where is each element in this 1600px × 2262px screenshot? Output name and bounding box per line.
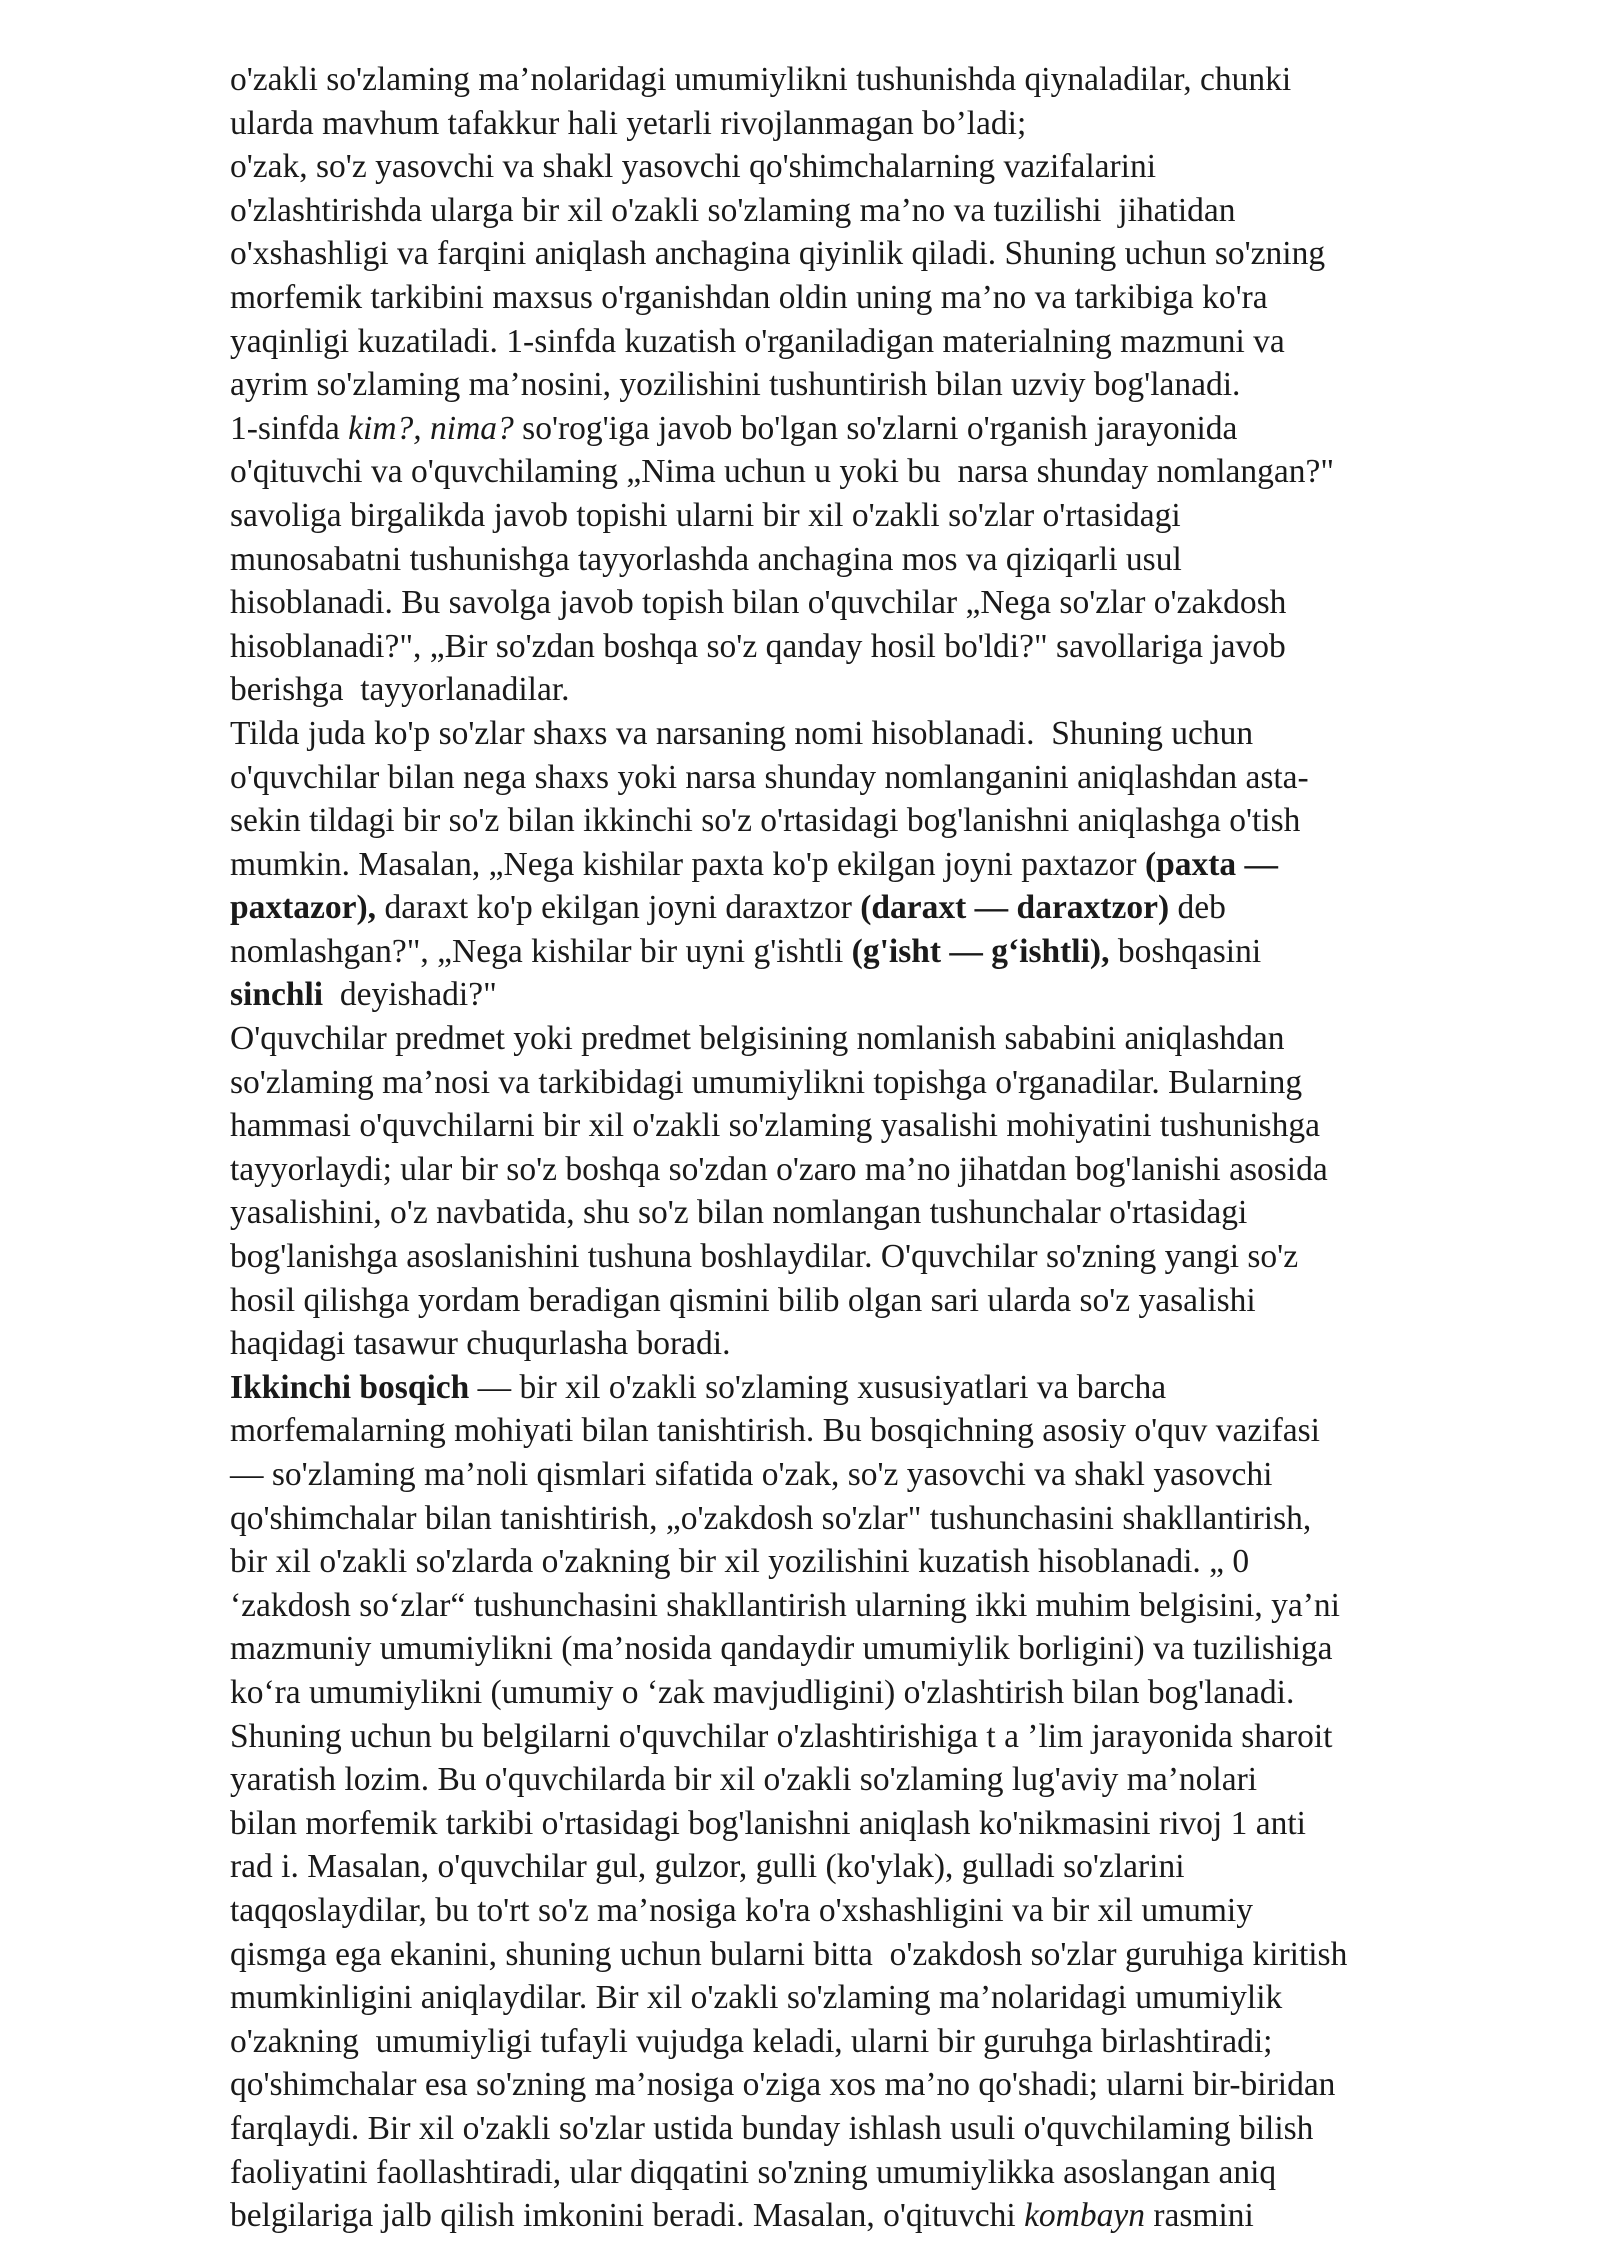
text-span: Shuning uchun bu belgilarni o'quvchilar o'zlashtirishiga t a ’lim jarayonida sharoit	[230, 1717, 1333, 1755]
text-span: yaratish lozim. Bu o'quvchilarda bir xil o'zakli so'zlaming lug'aviy ma’nolari	[230, 1761, 1258, 1799]
text-span: bilan morfemik tarkibi o'rtasidagi bog'lanishni aniqlash ko'nikmasini rivoj 1 anti	[230, 1804, 1306, 1842]
text-line	[230, 102, 1510, 146]
text-span: hosil qilishga yordam beradigan qismini bilib olgan sari ularda so'z yasalishi	[230, 1281, 1256, 1319]
text-span: morfemik tarkibini maxsus o'rganishdan oldin uning ma’no va tarkibiga ko'ra	[230, 278, 1268, 316]
text-span: bir xil o'zakli so'zlarda o'zakning bir xil yozilishini kuzatish hisoblanadi. „ 0	[230, 1543, 1250, 1581]
text-span: berishga tayyorlanadilar.	[230, 671, 570, 709]
text-line	[230, 494, 1510, 538]
text-span: rad i. Masalan, o'quvchilar gul, gulzor, gulli (ko'ylak), gulladi so'zlarini	[230, 1848, 1185, 1886]
text-span: o'xshashligi va farqini aniqlash anchagina qiyinlik qiladi. Shuning uchun so'zning	[230, 235, 1326, 273]
text-line	[230, 625, 1510, 669]
text-line	[230, 1802, 1510, 1846]
bold-text: Ikkinchi bosqich	[230, 1368, 470, 1406]
text-line	[230, 1715, 1510, 1759]
bold-text: (daraxt — daraxtzor)	[860, 889, 1170, 927]
text-span: tayyorlaydi; ular bir so'z boshqa so'zdan o'zaro ma’no jihatdan bog'lanishi asosida	[230, 1150, 1328, 1188]
text-line	[230, 886, 1510, 930]
text-span: rasmini	[1145, 2197, 1254, 2235]
text-span: haqidagi tasawur chuqurlasha boradi.	[230, 1325, 731, 1363]
text-span: so'zlaming ma’nosi va tarkibidagi umumiylikni topishga o'rganadilar. Bularning	[230, 1063, 1303, 1101]
text-line	[230, 581, 1510, 625]
text-line	[230, 145, 1510, 189]
text-span: Tilda juda ko'p so'zlar shaxs va narsaning nomi hisoblanadi. Shuning uchun	[230, 714, 1254, 752]
bold-text: (g'isht — g‘ishtli),	[851, 932, 1110, 970]
text-span: deb	[1169, 889, 1226, 927]
text-line	[230, 930, 1510, 974]
text-span: qismga ega ekanini, shuning uchun bularni bitta o'zakdosh so'zlar guruhiga kiritish	[230, 1935, 1348, 1973]
text-span: deyishadi?"	[323, 976, 497, 1014]
text-span: munosabatni tushunishga tayyorlashda anchagina mos va qiziqarli usul	[230, 540, 1182, 578]
text-span: o'zak, so'z yasovchi va shakl yasovchi qo'shimchalarning vazifalarini	[230, 148, 1157, 186]
text-line	[230, 1758, 1510, 1802]
text-span: yasalishini, o'z navbatida, shu so'z bilan nomlangan tushunchalar o'rtasidagi	[230, 1194, 1248, 1232]
text-line	[230, 2194, 1510, 2238]
text-line	[230, 712, 1510, 756]
text-span: mumkin. Masalan, „Nega kishilar paxta ko'p ekilgan joyni paxtazor	[230, 845, 1145, 883]
italic-text: kim?, nima?	[348, 409, 514, 447]
text-line	[230, 189, 1510, 233]
bold-text: sinchli	[230, 976, 324, 1014]
text-span: ayrim so'zlaming ma’nosini, yozilishini tushuntirish bilan uzviy bog'lanadi.	[230, 366, 1241, 404]
text-line	[230, 1366, 1510, 1410]
text-span: yaqinligi kuzatiladi. 1-sinfda kuzatish o'rganiladigan materialning mazmuni va	[230, 322, 1285, 360]
text-line	[230, 1627, 1510, 1671]
text-line	[230, 1322, 1510, 1366]
text-span: O'quvchilar predmet yoki predmet belgisining nomlanish sababini aniqlashdan	[230, 1020, 1285, 1058]
italic-text: kombayn	[1024, 2197, 1145, 2235]
text-span: o'quvchilar bilan nega shaxs yoki narsa shunday nomlanganini aniqlashdan asta-	[230, 758, 1309, 796]
text-span: o'zlashtirishda ularga bir xil o'zakli so'zlaming ma’no va tuzilishi jihatidan	[230, 191, 1236, 229]
text-line	[230, 2151, 1510, 2195]
text-line	[230, 1671, 1510, 1715]
text-span: ‘zakdosh so‘zlar“ tushunchasini shakllantirish ularning ikki muhim belgisini, ya’ni	[230, 1586, 1340, 1624]
text-span: mumkinligini aniqlaydilar. Bir xil o'zakli so'zlaming ma’nolaridagi umumiylik	[230, 1979, 1283, 2017]
text-line	[230, 1540, 1510, 1584]
text-span: mazmuniy umumiylikni (ma’nosida qandaydir umumiylik borligini) va tuzilishiga	[230, 1630, 1333, 1668]
text-line	[230, 756, 1510, 800]
text-span: belgilariga jalb qilish imkonini beradi. Masalan, o'qituvchi	[230, 2197, 1025, 2235]
text-line	[230, 1279, 1510, 1323]
text-span: so'rog'iga javob bo'lgan so'zlarni o'rganish jarayonida	[513, 409, 1238, 447]
text-line	[230, 320, 1510, 364]
text-line	[230, 1933, 1510, 1977]
text-line	[230, 973, 1510, 1017]
text-span: o'qituvchi va o'quvchilaming „Nima uchun u yoki bu narsa shunday nomlangan?"	[230, 453, 1335, 491]
text-span: o'zakli so'zlaming ma’nolaridagi umumiylikni tushunishda qiynaladilar, chunki	[230, 61, 1292, 98]
text-line	[230, 668, 1510, 712]
text-line	[230, 1889, 1510, 1933]
text-line	[230, 1584, 1510, 1628]
text-span: farqlaydi. Bir xil o'zakli so'zlar ustida bunday ishlash usuli o'quvchilaming bilish	[230, 2109, 1314, 2147]
text-span: nomlashgan?", „Nega kishilar bir uyni g'ishtli	[230, 932, 852, 970]
text-span: ko‘ra umumiylikni (umumiy o ‘zak mavjudligini) o'zlashtirish bilan bog'lanadi.	[230, 1673, 1295, 1711]
text-line	[230, 1148, 1510, 1192]
text-span: hisoblanadi. Bu savolga javob topish bilan o'quvchilar „Nega so'zlar o'zakdosh	[230, 584, 1287, 622]
text-line	[230, 1409, 1510, 1453]
text-span: qo'shimchalar bilan tanishtirish, „o'zakdosh so'zlar" tushunchasini shakllantirish,	[230, 1499, 1312, 1537]
bold-text: (paxta —	[1144, 845, 1279, 883]
text-line	[230, 1976, 1510, 2020]
text-line	[230, 450, 1510, 494]
text-span: 1-sinfda	[230, 409, 349, 447]
text-line	[230, 1453, 1510, 1497]
text-span: o'zakning umumiyligi tufayli vujudga keladi, ularni bir guruhga birlashtiradi;	[230, 2022, 1273, 2060]
text-line	[230, 1104, 1510, 1148]
text-line	[230, 1845, 1510, 1889]
text-line	[230, 2020, 1510, 2064]
text-span: boshqasini	[1109, 932, 1262, 970]
text-line	[230, 843, 1510, 887]
text-span: faoliyatini faollashtiradi, ular diqqatini so'zning umumiylikka asoslangan aniq	[230, 2153, 1277, 2191]
text-line	[230, 232, 1510, 276]
bold-text: paxtazor),	[230, 889, 377, 927]
text-span: morfemalarning mohiyati bilan tanishtirish. Bu bosqichning asosiy o'quv vazifasi	[230, 1412, 1320, 1450]
text-line	[230, 1497, 1510, 1541]
text-span: bog'lanishga asoslanishini tushuna boshlaydilar. O'quvchilar so'zning yangi so'z	[230, 1238, 1299, 1276]
text-line	[230, 1017, 1510, 1061]
text-line	[230, 58, 1510, 102]
text-line	[230, 276, 1510, 320]
text-span: savoliga birgalikda javob topishi ularni bir xil o'zakli so'zlar o'rtasidagi	[230, 496, 1181, 534]
text-line	[230, 538, 1510, 582]
text-span: sekin tildagi bir so'z bilan ikkinchi so'z o'rtasidagi bog'lanishni aniqlashga o'tish	[230, 802, 1301, 840]
text-line	[230, 1061, 1510, 1105]
text-span: — so'zlaming ma’noli qismlari sifatida o'zak, so'z yasovchi va shakl yasovchi	[230, 1456, 1273, 1493]
text-line	[230, 799, 1510, 843]
text-line	[230, 407, 1510, 451]
document-page	[230, 58, 1510, 2238]
text-line	[230, 2107, 1510, 2151]
text-span: qo'shimchalar esa so'zning ma’nosiga o'ziga xos ma’no qo'shadi; ularni bir-biridan	[230, 2066, 1336, 2104]
text-span: — bir xil o'zakli so'zlaming xususiyatlari va barcha	[469, 1368, 1167, 1406]
text-span: daraxt ko'p ekilgan joyni daraxtzor	[376, 889, 861, 927]
text-span: hisoblanadi?", „Bir so'zdan boshqa so'z qanday hosil bo'ldi?" savollariga javob	[230, 627, 1286, 665]
text-line	[230, 2063, 1510, 2107]
text-span: ularda mavhum tafakkur hali yetarli rivojlanmagan bo’ladi;	[230, 104, 1027, 142]
text-span: hammasi o'quvchilarni bir xil o'zakli so'zlaming yasalishi mohiyatini tushunishga	[230, 1107, 1320, 1145]
text-span: taqqoslaydilar, bu to'rt so'z ma’nosiga ko'ra o'xshashligini va bir xil umumiy	[230, 1891, 1253, 1929]
text-line	[230, 363, 1510, 407]
text-line	[230, 1235, 1510, 1279]
text-line	[230, 1191, 1510, 1235]
